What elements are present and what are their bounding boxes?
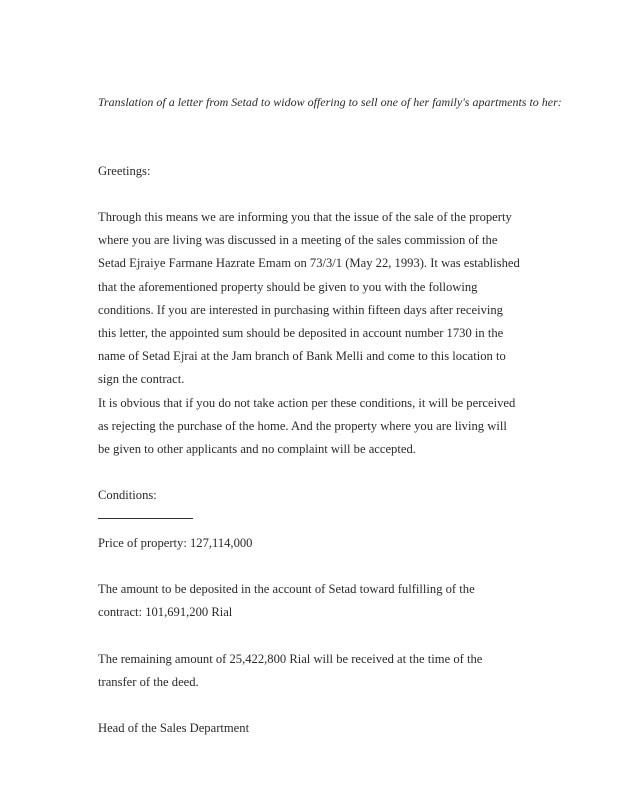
conditions-heading: Conditions: — [98, 488, 157, 502]
greeting: Greetings: — [98, 164, 151, 178]
body-paragraph-1: Through this means we are informing you that the issue of the sale of the property where you are living was discussed in a meeting of the sales commission of the Setad Ejraiye Farmane Hazrate Emam on 73/3/1 (May 22, 1993). It was established that the aforementioned property should be given to you with the following conditions. If you are interested in purchasing within fifteen days after receiving this letter, the appointed sum should be deposited in account number 1730 in the name of Setad Ejrai at the Jam branch of Bank Melli and come to this location to sign the contract. — [98, 210, 520, 387]
remaining-amount-line: The remaining amount of 25,422,800 Rial will be received at the time of the transfer of the deed. — [98, 652, 483, 690]
document-title: Translation of a letter from Setad to widow offering to sell one of her family's apartments to her: — [98, 95, 562, 109]
conditions-underline — [98, 518, 193, 519]
signature-line: Head of the Sales Department — [98, 721, 250, 735]
body-paragraph-2: It is obvious that if you do not take action per these conditions, it will be perceived as rejecting the purchase of the home. And the property where you are living will be given to other applicants and no complaint will be accepted. — [98, 396, 516, 457]
price-line: Price of property: 127,114,000 — [98, 536, 253, 550]
amount-deposited-line: The amount to be deposited in the account of Setad toward fulfilling of the contract: 101,691,200 Rial — [98, 582, 475, 620]
